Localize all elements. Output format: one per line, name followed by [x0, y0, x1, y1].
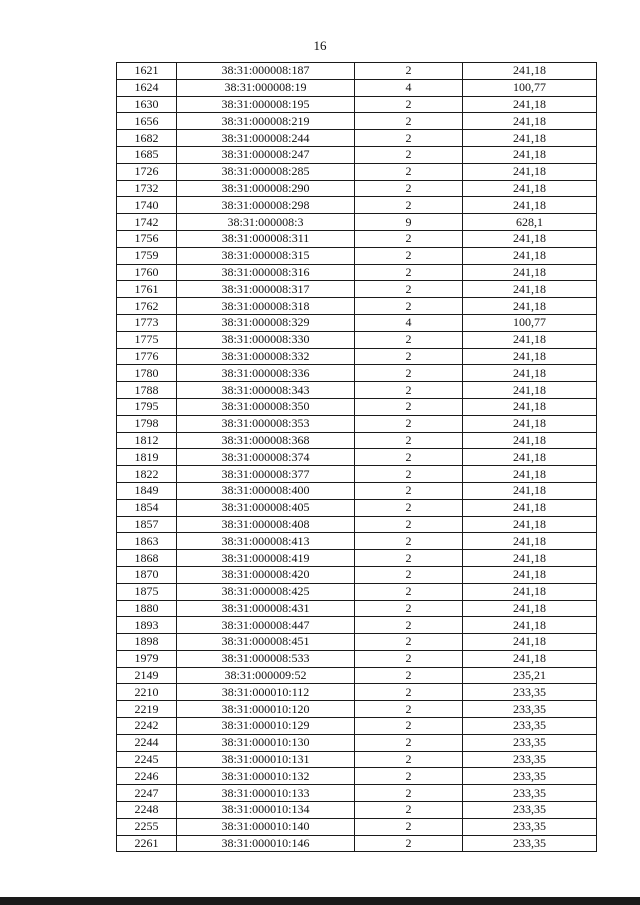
table-row: [117, 382, 597, 399]
cadastral-number-cell: 38:31:000008:329: [177, 314, 355, 331]
count-cell: 2: [355, 298, 463, 315]
count-cell: 2: [355, 365, 463, 382]
row-number-cell: 1726: [117, 163, 177, 180]
table-row: [117, 130, 597, 147]
count-cell: 2: [355, 281, 463, 298]
table-row: [117, 768, 597, 785]
row-number-cell: 2219: [117, 701, 177, 718]
count-cell: 2: [355, 348, 463, 365]
row-number-cell: 1788: [117, 382, 177, 399]
cadastral-number-cell: 38:31:000008:298: [177, 197, 355, 214]
value-cell: 233,35: [463, 718, 597, 735]
data-table: [116, 62, 597, 852]
cadastral-number-cell: 38:31:000008:316: [177, 264, 355, 281]
table-row: [117, 835, 597, 852]
value-cell: 241,18: [463, 415, 597, 432]
table-row: [117, 482, 597, 499]
table-row: [117, 466, 597, 483]
count-cell: 2: [355, 802, 463, 819]
table-row: [117, 533, 597, 550]
cadastral-number-cell: 38:31:000008:330: [177, 331, 355, 348]
table-row: [117, 617, 597, 634]
row-number-cell: 1776: [117, 348, 177, 365]
table-row: [117, 701, 597, 718]
count-cell: 2: [355, 197, 463, 214]
table-row: [117, 230, 597, 247]
value-cell: 241,18: [463, 348, 597, 365]
table-row: [117, 432, 597, 449]
row-number-cell: 2242: [117, 718, 177, 735]
row-number-cell: 2261: [117, 835, 177, 852]
cadastral-number-cell: 38:31:000008:315: [177, 247, 355, 264]
cadastral-number-cell: 38:31:000008:451: [177, 634, 355, 651]
row-number-cell: 1880: [117, 600, 177, 617]
cadastral-number-cell: 38:31:000008:285: [177, 163, 355, 180]
row-number-cell: 1868: [117, 550, 177, 567]
count-cell: 2: [355, 382, 463, 399]
table-row: [117, 180, 597, 197]
table-row: [117, 550, 597, 567]
cadastral-number-cell: 38:31:000008:405: [177, 499, 355, 516]
cadastral-number-cell: 38:31:000008:447: [177, 617, 355, 634]
cadastral-number-cell: 38:31:000008:431: [177, 600, 355, 617]
table-row: [117, 684, 597, 701]
count-cell: 2: [355, 499, 463, 516]
row-number-cell: 1742: [117, 214, 177, 231]
value-cell: 241,18: [463, 533, 597, 550]
row-number-cell: 2245: [117, 751, 177, 768]
row-number-cell: 1621: [117, 63, 177, 80]
table-row: [117, 600, 597, 617]
table-row: [117, 331, 597, 348]
table-row: [117, 415, 597, 432]
value-cell: 241,18: [463, 432, 597, 449]
count-cell: 2: [355, 415, 463, 432]
count-cell: 4: [355, 79, 463, 96]
row-number-cell: 1898: [117, 634, 177, 651]
value-cell: 241,18: [463, 146, 597, 163]
count-cell: 2: [355, 264, 463, 281]
cadastral-number-cell: 38:31:000008:350: [177, 398, 355, 415]
row-number-cell: 1819: [117, 449, 177, 466]
value-cell: 241,18: [463, 466, 597, 483]
row-number-cell: 1780: [117, 365, 177, 382]
table-row: [117, 113, 597, 130]
table-row: [117, 516, 597, 533]
row-number-cell: 1854: [117, 499, 177, 516]
row-number-cell: 1624: [117, 79, 177, 96]
row-number-cell: 1761: [117, 281, 177, 298]
table-row: [117, 583, 597, 600]
value-cell: 241,18: [463, 281, 597, 298]
value-cell: 233,35: [463, 835, 597, 852]
table-row: [117, 499, 597, 516]
row-number-cell: 1685: [117, 146, 177, 163]
count-cell: 2: [355, 331, 463, 348]
table-row: [117, 818, 597, 835]
cadastral-number-cell: 38:31:000008:533: [177, 650, 355, 667]
count-cell: 2: [355, 247, 463, 264]
table-row: [117, 785, 597, 802]
table-row: [117, 264, 597, 281]
value-cell: 241,18: [463, 634, 597, 651]
table-row: [117, 197, 597, 214]
cadastral-number-cell: 38:31:000008:353: [177, 415, 355, 432]
count-cell: 2: [355, 667, 463, 684]
cadastral-number-cell: 38:31:000010:112: [177, 684, 355, 701]
cadastral-number-cell: 38:31:000008:290: [177, 180, 355, 197]
row-number-cell: 1756: [117, 230, 177, 247]
table-row: [117, 718, 597, 735]
row-number-cell: 2246: [117, 768, 177, 785]
row-number-cell: 1656: [117, 113, 177, 130]
value-cell: 241,18: [463, 180, 597, 197]
value-cell: 628,1: [463, 214, 597, 231]
cadastral-number-cell: 38:31:000008:332: [177, 348, 355, 365]
count-cell: 2: [355, 482, 463, 499]
cadastral-number-cell: 38:31:000008:336: [177, 365, 355, 382]
value-cell: 241,18: [463, 550, 597, 567]
row-number-cell: 1732: [117, 180, 177, 197]
row-number-cell: 1682: [117, 130, 177, 147]
row-number-cell: 1822: [117, 466, 177, 483]
cadastral-number-cell: 38:31:000008:400: [177, 482, 355, 499]
count-cell: 2: [355, 63, 463, 80]
table-row: [117, 566, 597, 583]
value-cell: 233,35: [463, 768, 597, 785]
count-cell: 2: [355, 146, 463, 163]
table-row: [117, 751, 597, 768]
cadastral-number-cell: 38:31:000008:343: [177, 382, 355, 399]
row-number-cell: 1775: [117, 331, 177, 348]
count-cell: 2: [355, 684, 463, 701]
row-number-cell: 2248: [117, 802, 177, 819]
value-cell: 241,18: [463, 482, 597, 499]
count-cell: 2: [355, 701, 463, 718]
count-cell: 2: [355, 600, 463, 617]
table-row: [117, 802, 597, 819]
count-cell: 2: [355, 432, 463, 449]
value-cell: 233,35: [463, 701, 597, 718]
row-number-cell: 2255: [117, 818, 177, 835]
row-number-cell: 1870: [117, 566, 177, 583]
row-number-cell: 1798: [117, 415, 177, 432]
cadastral-number-cell: 38:31:000010:130: [177, 734, 355, 751]
value-cell: 233,35: [463, 734, 597, 751]
table-row: [117, 247, 597, 264]
cadastral-number-cell: 38:31:000010:131: [177, 751, 355, 768]
row-number-cell: 1849: [117, 482, 177, 499]
count-cell: 2: [355, 96, 463, 113]
cadastral-number-cell: 38:31:000010:140: [177, 818, 355, 835]
count-cell: 2: [355, 163, 463, 180]
table-row: [117, 734, 597, 751]
scan-edge-bar: [0, 897, 640, 905]
value-cell: 241,18: [463, 398, 597, 415]
value-cell: 241,18: [463, 449, 597, 466]
table-row: [117, 146, 597, 163]
row-number-cell: 1740: [117, 197, 177, 214]
row-number-cell: 1773: [117, 314, 177, 331]
row-number-cell: 1979: [117, 650, 177, 667]
row-number-cell: 2210: [117, 684, 177, 701]
table-row: [117, 365, 597, 382]
cadastral-number-cell: 38:31:000010:120: [177, 701, 355, 718]
row-number-cell: 1760: [117, 264, 177, 281]
count-cell: 2: [355, 818, 463, 835]
value-cell: 241,18: [463, 96, 597, 113]
count-cell: 4: [355, 314, 463, 331]
count-cell: 2: [355, 230, 463, 247]
cadastral-number-cell: 38:31:000008:244: [177, 130, 355, 147]
cadastral-number-cell: 38:31:000009:52: [177, 667, 355, 684]
table-body: [117, 63, 597, 852]
count-cell: 2: [355, 751, 463, 768]
cadastral-number-cell: 38:31:000008:247: [177, 146, 355, 163]
count-cell: 2: [355, 113, 463, 130]
value-cell: 241,18: [463, 382, 597, 399]
table-row: [117, 314, 597, 331]
table-row: [117, 163, 597, 180]
value-cell: 241,18: [463, 583, 597, 600]
row-number-cell: 1875: [117, 583, 177, 600]
count-cell: 2: [355, 566, 463, 583]
table-row: [117, 96, 597, 113]
count-cell: 2: [355, 768, 463, 785]
value-cell: 241,18: [463, 130, 597, 147]
value-cell: 241,18: [463, 600, 597, 617]
value-cell: 241,18: [463, 63, 597, 80]
cadastral-number-cell: 38:31:000010:146: [177, 835, 355, 852]
cadastral-number-cell: 38:31:000010:133: [177, 785, 355, 802]
count-cell: 2: [355, 634, 463, 651]
row-number-cell: 1857: [117, 516, 177, 533]
value-cell: 241,18: [463, 197, 597, 214]
count-cell: 2: [355, 466, 463, 483]
value-cell: 241,18: [463, 516, 597, 533]
table-row: [117, 398, 597, 415]
cadastral-number-cell: 38:31:000008:419: [177, 550, 355, 567]
row-number-cell: 1630: [117, 96, 177, 113]
count-cell: 2: [355, 650, 463, 667]
row-number-cell: 2149: [117, 667, 177, 684]
table-row: [117, 634, 597, 651]
value-cell: 233,35: [463, 751, 597, 768]
value-cell: 233,35: [463, 802, 597, 819]
cadastral-number-cell: 38:31:000010:132: [177, 768, 355, 785]
row-number-cell: 1795: [117, 398, 177, 415]
row-number-cell: 1893: [117, 617, 177, 634]
value-cell: 241,18: [463, 331, 597, 348]
cadastral-number-cell: 38:31:000010:129: [177, 718, 355, 735]
table-row: [117, 63, 597, 80]
value-cell: 241,18: [463, 264, 597, 281]
count-cell: 2: [355, 583, 463, 600]
value-cell: 233,35: [463, 684, 597, 701]
cadastral-number-cell: 38:31:000008:195: [177, 96, 355, 113]
table-row: [117, 650, 597, 667]
cadastral-number-cell: 38:31:000008:374: [177, 449, 355, 466]
cadastral-number-cell: 38:31:000008:3: [177, 214, 355, 231]
row-number-cell: 2244: [117, 734, 177, 751]
value-cell: 241,18: [463, 566, 597, 583]
value-cell: 241,18: [463, 247, 597, 264]
cadastral-number-cell: 38:31:000010:134: [177, 802, 355, 819]
count-cell: 2: [355, 835, 463, 852]
count-cell: 2: [355, 449, 463, 466]
cadastral-number-cell: 38:31:000008:219: [177, 113, 355, 130]
count-cell: 2: [355, 550, 463, 567]
cadastral-number-cell: 38:31:000008:318: [177, 298, 355, 315]
count-cell: 2: [355, 398, 463, 415]
value-cell: 241,18: [463, 650, 597, 667]
value-cell: 241,18: [463, 230, 597, 247]
value-cell: 241,18: [463, 499, 597, 516]
table-row: [117, 214, 597, 231]
value-cell: 241,18: [463, 365, 597, 382]
table-row: [117, 667, 597, 684]
count-cell: 2: [355, 516, 463, 533]
table-row: [117, 449, 597, 466]
value-cell: 235,21: [463, 667, 597, 684]
row-number-cell: 1812: [117, 432, 177, 449]
cadastral-number-cell: 38:31:000008:413: [177, 533, 355, 550]
value-cell: 233,35: [463, 818, 597, 835]
count-cell: 2: [355, 718, 463, 735]
count-cell: 2: [355, 785, 463, 802]
value-cell: 100,77: [463, 79, 597, 96]
table-row: [117, 281, 597, 298]
value-cell: 241,18: [463, 298, 597, 315]
cadastral-number-cell: 38:31:000008:408: [177, 516, 355, 533]
value-cell: 241,18: [463, 617, 597, 634]
row-number-cell: 1863: [117, 533, 177, 550]
count-cell: 2: [355, 130, 463, 147]
cadastral-number-cell: 38:31:000008:425: [177, 583, 355, 600]
row-number-cell: 2247: [117, 785, 177, 802]
value-cell: 241,18: [463, 113, 597, 130]
cadastral-number-cell: 38:31:000008:311: [177, 230, 355, 247]
count-cell: 2: [355, 180, 463, 197]
table-container: [116, 62, 596, 852]
row-number-cell: 1762: [117, 298, 177, 315]
cadastral-number-cell: 38:31:000008:420: [177, 566, 355, 583]
cadastral-number-cell: 38:31:000008:317: [177, 281, 355, 298]
value-cell: 241,18: [463, 163, 597, 180]
cadastral-number-cell: 38:31:000008:377: [177, 466, 355, 483]
count-cell: 9: [355, 214, 463, 231]
count-cell: 2: [355, 617, 463, 634]
cadastral-number-cell: 38:31:000008:19: [177, 79, 355, 96]
table-row: [117, 298, 597, 315]
count-cell: 2: [355, 533, 463, 550]
table-row: [117, 79, 597, 96]
cadastral-number-cell: 38:31:000008:187: [177, 63, 355, 80]
value-cell: 233,35: [463, 785, 597, 802]
cadastral-number-cell: 38:31:000008:368: [177, 432, 355, 449]
row-number-cell: 1759: [117, 247, 177, 264]
count-cell: 2: [355, 734, 463, 751]
page-number: 16: [313, 38, 327, 53]
value-cell: 100,77: [463, 314, 597, 331]
table-row: [117, 348, 597, 365]
